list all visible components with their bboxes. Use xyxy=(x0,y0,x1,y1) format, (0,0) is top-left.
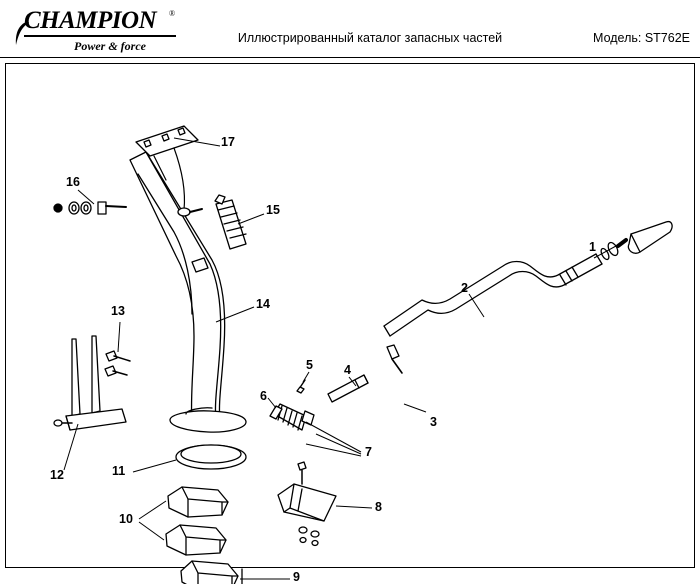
callout-9[interactable]: 9 xyxy=(293,570,300,584)
part-5-screw xyxy=(297,380,305,393)
page-title: Иллюстрированный каталог запасных частей xyxy=(237,31,503,45)
part-3-clip xyxy=(387,345,402,373)
callout-11[interactable]: 11 xyxy=(112,464,126,478)
callout-15[interactable]: 15 xyxy=(266,203,280,217)
callout-14[interactable]: 14 xyxy=(256,297,270,311)
page-header xyxy=(0,0,700,58)
part-4-shaft xyxy=(328,375,368,402)
model-label: Модель: ST762E xyxy=(593,31,690,45)
callout-1[interactable]: 1 xyxy=(589,240,596,254)
part-16-hardware xyxy=(54,202,126,214)
part-10-clamp-upper xyxy=(168,487,228,517)
part-14-upper-boom xyxy=(130,152,246,432)
part-9-clamp xyxy=(181,561,238,584)
part-15-spring xyxy=(215,195,246,249)
leader-lines xyxy=(64,135,616,579)
part-12-rod-assembly xyxy=(66,336,126,430)
callout-5[interactable]: 5 xyxy=(306,358,313,372)
part-10-clamp-lower xyxy=(166,525,226,555)
logo-registered-mark: ® xyxy=(169,9,176,18)
logo-wordmark: CHAMPION xyxy=(24,7,157,34)
part-11-gasket-ring xyxy=(176,445,246,469)
callout-6[interactable]: 6 xyxy=(260,389,267,403)
logo-tagline: Power & force xyxy=(74,39,146,53)
callout-13[interactable]: 13 xyxy=(111,304,125,318)
part-6-bellows xyxy=(270,404,314,430)
callout-17[interactable]: 17 xyxy=(221,135,235,149)
brand-logo xyxy=(8,6,178,52)
callout-8[interactable]: 8 xyxy=(375,500,382,514)
callout-7[interactable]: 7 xyxy=(365,445,372,459)
diagram-frame xyxy=(5,63,695,584)
callout-2[interactable]: 2 xyxy=(461,281,468,295)
part-1-handgrip xyxy=(600,222,673,261)
callout-12[interactable]: 12 xyxy=(50,468,64,482)
part-8-bracket xyxy=(278,462,336,546)
callout-10[interactable]: 10 xyxy=(119,512,133,526)
callout-4[interactable]: 4 xyxy=(344,363,351,377)
callout-3[interactable]: 3 xyxy=(430,415,437,429)
part-2-upper-tube xyxy=(384,254,602,336)
logo-divider xyxy=(24,35,176,37)
callout-16[interactable]: 16 xyxy=(66,175,80,189)
exploded-parts-drawing xyxy=(6,64,696,569)
